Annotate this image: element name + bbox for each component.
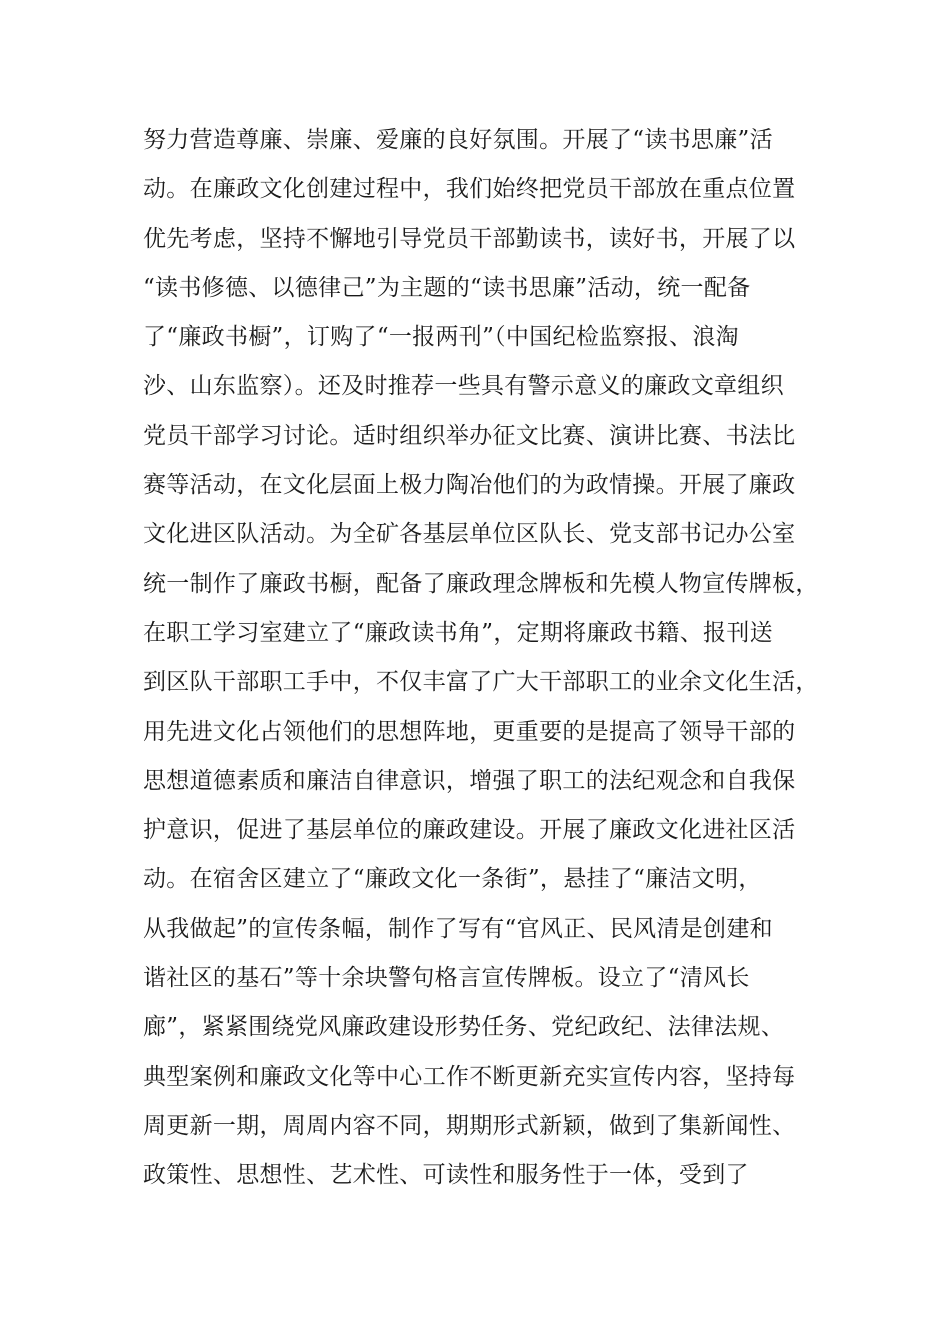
- text-line: 文化进区队活动。为全矿各基层单位区队长、党支部书记办公室: [143, 521, 796, 548]
- text-line: 用先进文化占领他们的思想阵地，更重要的是提高了领导干部的: [143, 718, 796, 745]
- text-line: 沙、山东监察）。还及时推荐一些具有警示意义的廉政文章组织: [143, 373, 784, 400]
- text-line: 在职工学习室建立了“廉政读书角”，定期将廉政书籍、报刊送: [143, 619, 773, 646]
- text-line: 优先考虑，坚持不懈地引导党员干部勤读书，读好书，开展了以: [143, 225, 796, 252]
- text-line: 党员干部学习讨论。适时组织举办征文比赛、演讲比赛、书法比: [143, 422, 796, 449]
- text-line: 了“廉政书橱”，订购了“一报两刊”（中国纪检监察报、浪淘: [143, 324, 739, 351]
- text-line: 政策性、思想性、艺术性、可读性和服务性于一体，受到了: [143, 1162, 749, 1189]
- text-line: 努力营造尊廉、崇廉、爱廉的良好氛围。开展了“读书思廉”活: [143, 127, 773, 153]
- text-line: 到区队干部职工手中，不仅丰富了广大干部职工的业余文化生活，: [143, 669, 819, 696]
- text-line: 典型案例和廉政文化等中心工作不断更新充实宣传内容，坚持每: [143, 1063, 796, 1090]
- text-line: 从我做起”的宣传条幅，制作了写有“官风正、民风清是创建和: [143, 915, 773, 942]
- text-line: 周更新一期，周周内容不同，期期形式新颖，做到了集新闻性、: [143, 1112, 796, 1139]
- text-line: 统一制作了廉政书橱，配备了廉政理念牌板和先模人物宣传牌板，: [143, 570, 819, 597]
- text-line: 廊”，紧紧围绕党风廉政建设形势任务、党纪政纪、法律法规、: [143, 1014, 785, 1041]
- text-line: 动。在宿舍区建立了“廉政文化一条街”，悬挂了“廉洁文明，: [143, 866, 762, 893]
- body-paragraph: [143, 116, 833, 1201]
- text-line: 思想道德素质和廉洁自律意识，增强了职工的法纪观念和自我保: [143, 767, 796, 794]
- text-line: 护意识，促进了基层单位的廉政建设。开展了廉政文化进社区活: [143, 817, 796, 844]
- text-line: 谐社区的基石”等十余块警句格言宣传牌板。设立了“清风长: [143, 965, 750, 992]
- text-line: 赛等活动，在文化层面上极力陶冶他们的为政情操。开展了廉政: [143, 472, 796, 499]
- text-line: “读书修德、以德律己”为主题的“读书思廉”活动，统一配备: [143, 274, 751, 301]
- text-line: 动。在廉政文化创建过程中，我们始终把党员干部放在重点位置: [143, 176, 796, 203]
